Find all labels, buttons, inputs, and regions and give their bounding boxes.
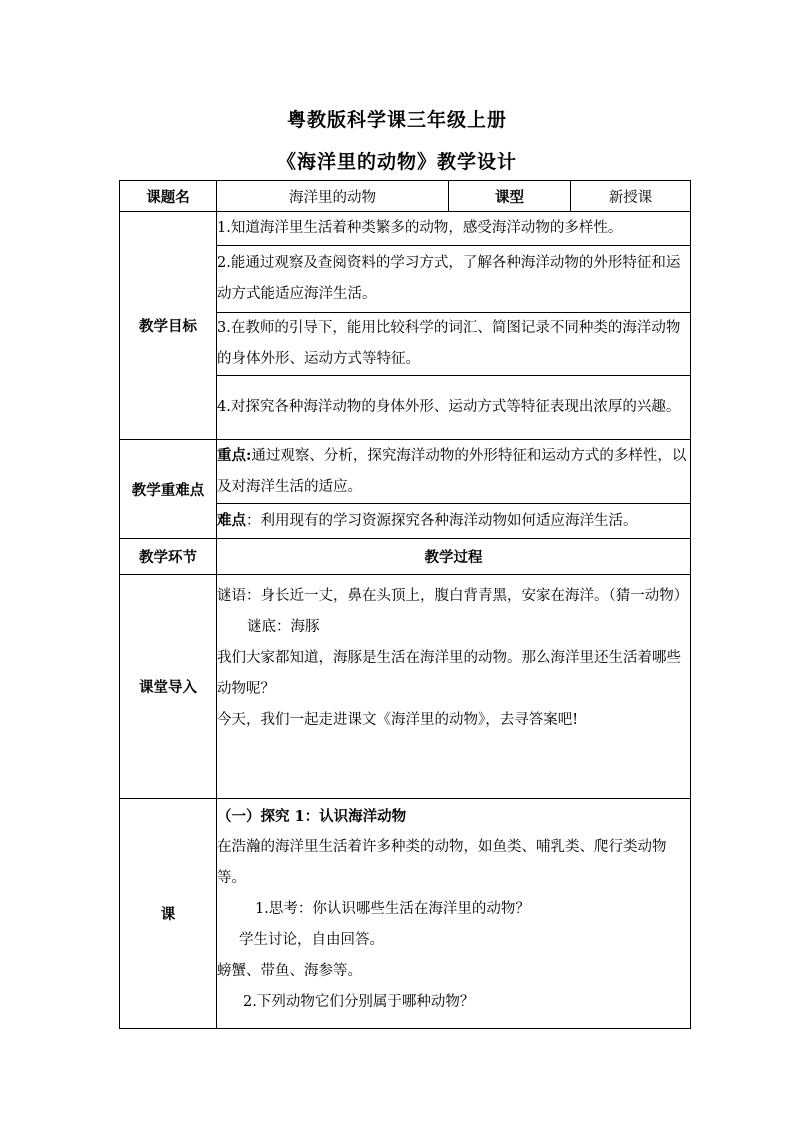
- process-header-row: [120, 539, 691, 575]
- keypoints-label: 教学重难点: [120, 440, 217, 539]
- key-point-label: 重点:: [217, 447, 252, 464]
- lesson-type-label: 课型: [449, 181, 571, 212]
- goal-item-1: 1.知道海洋里生活着种类繁多的动物，感受海洋动物的多样性。: [217, 212, 691, 246]
- difficulty-point: [217, 504, 691, 539]
- topic-value: 海洋里的动物: [217, 181, 449, 212]
- intro-row: [120, 575, 691, 799]
- lesson-label: 课: [120, 799, 217, 1029]
- key-point: [217, 440, 691, 504]
- key-point-text: 通过观察、分析，探究海洋动物的外形特征和运动方式的多样性，以及对海洋生活的适应。: [217, 448, 687, 495]
- lesson-heading: （一）探究 1：认识海洋动物: [217, 808, 407, 825]
- lesson-examples: 螃蟹、带鱼、海参等。: [217, 963, 362, 979]
- goal-item-4: 4.对探究各种海洋动物的身体外形、运动方式等特征表现出浓厚的兴趣。: [217, 376, 691, 440]
- lesson-row: [120, 799, 691, 1029]
- intro-label: 课堂导入: [120, 575, 217, 799]
- goal-row: [120, 212, 691, 246]
- lesson-type-value: 新授课: [571, 181, 691, 212]
- difficulty-text: ：利用现有的学习资源探究各种海洋动物如何适应海洋生活。: [246, 513, 638, 529]
- intro-paragraph-1: 我们大家都知道，海豚是生活在海洋里的动物。那么海洋里还生活着哪些动物呢？: [217, 650, 681, 697]
- goal-item-3: 3.在教师的引导下，能用比较科学的词汇、简图记录不同种类的海洋动物的身体外形、运动方式等特征。: [217, 313, 691, 376]
- document-subtitle: 《海洋里的动物》教学设计: [276, 151, 517, 173]
- goal-item-2: 2.能通过观察及查阅资料的学习方式，了解各种海洋动物的外形特征和运动方式能适应海洋生活。: [217, 246, 691, 313]
- keypoint-row: [120, 440, 691, 504]
- intro-content: [217, 575, 691, 799]
- intro-answer: 谜底：海豚: [247, 619, 320, 635]
- intro-paragraph-2: 今天，我们一起走进课文《海洋里的动物》，去寻答案吧!: [217, 712, 579, 728]
- lesson-content: [217, 799, 691, 1029]
- process-header: 教学过程: [217, 539, 691, 575]
- lesson-plan-table: [119, 180, 691, 1029]
- lesson-question-2: 2.下列动物它们分别属于哪种动物？: [243, 994, 475, 1010]
- topic-label: 课题名: [120, 181, 217, 212]
- difficulty-label: 难点: [217, 512, 246, 529]
- intro-riddle: 谜语：身长近一丈，鼻在头顶上，腹白背青黑，安家在海洋。（猜一动物）: [217, 588, 689, 604]
- goals-label: 教学目标: [120, 212, 217, 440]
- lesson-paragraph: 在浩瀚的海洋里生活着许多种类的动物，如鱼类、哺乳类、爬行类动物等。: [217, 839, 667, 886]
- lesson-discussion: 学生讨论，自由回答。: [239, 932, 384, 948]
- lesson-question-1: 1.思考：你认识哪些生活在海洋里的动物？: [255, 901, 530, 917]
- document-title: 粤教版科学课三年级上册: [286, 109, 507, 131]
- topic-row: [120, 181, 691, 212]
- stage-header: 教学环节: [120, 539, 217, 575]
